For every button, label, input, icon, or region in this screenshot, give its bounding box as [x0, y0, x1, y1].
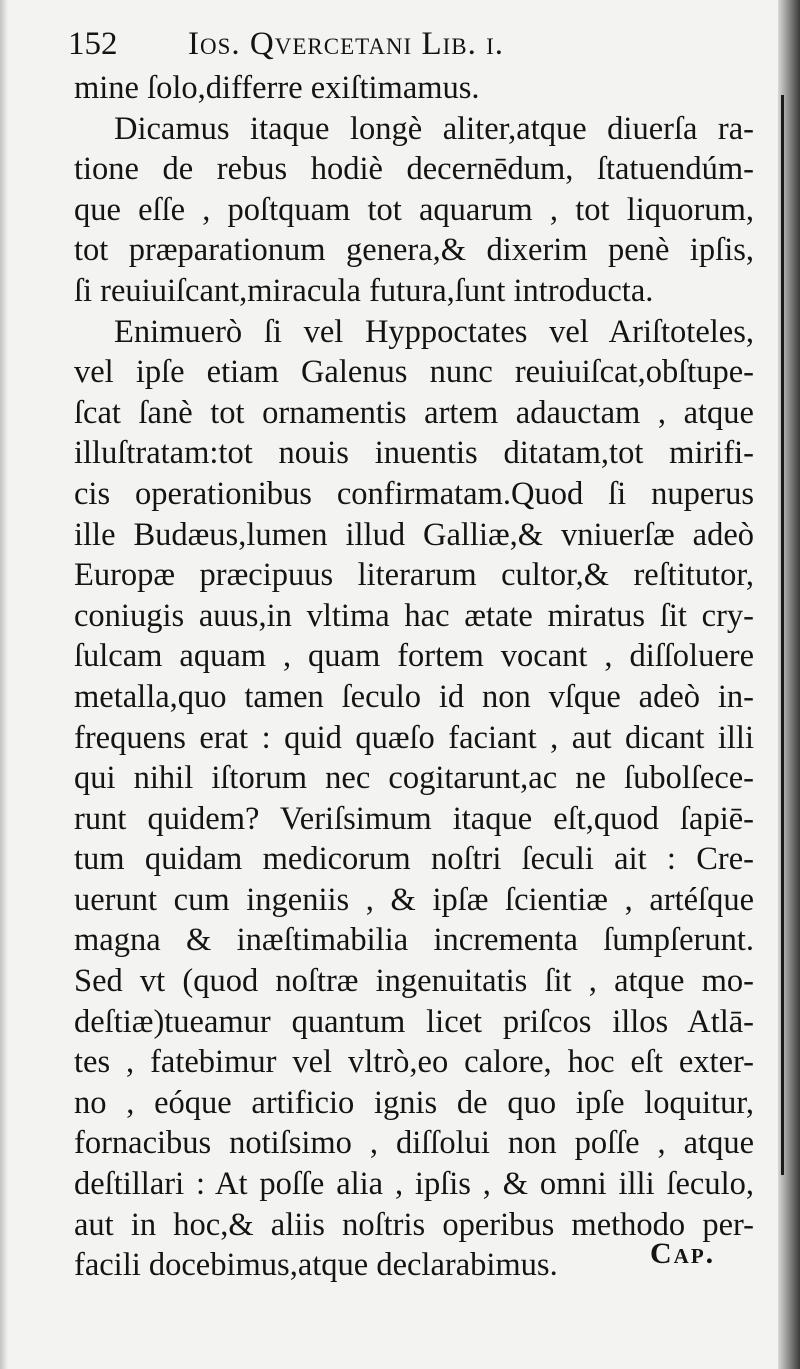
text-line: ille Budæus,lumen illud Galliæ,& vniuerſæ adeò	[74, 516, 754, 553]
text-line: vel ipſe etiam Galenus nunc reuiuiſcat,obſtupe-	[74, 354, 754, 391]
text-line: ſi reuiuiſcant,miracula futura,ſunt introducta.	[74, 272, 654, 309]
text-line: magna & inæſtimabilia incrementa ſumpſerunt.	[74, 922, 754, 959]
gutter-shadow-line	[781, 95, 784, 1175]
paragraph	[74, 68, 754, 109]
text-line: facili docebimus,atque declarabimus.	[74, 1247, 558, 1284]
text-line: deſtillari : At poſſe alia , ipſis , & omni illi ſeculo,	[74, 1166, 754, 1203]
text-line: tione de rebus hodiè decernēdum, ſtatuendúm-	[74, 151, 754, 188]
text-line: frequens erat : quid quæſo faciant , aut dicant illi	[74, 719, 754, 756]
page-number: 152	[68, 26, 118, 62]
text-line: tum quidam medicorum noſtri ſeculi ait : Cre-	[74, 841, 754, 878]
text-line: tes , fatebimur vel vltrò,eo calore, hoc eſt exter-	[74, 1044, 754, 1081]
text-line: deſtiæ)tueamur quantum licet priſcos illos Atlā-	[74, 1003, 754, 1040]
text-line: no , eóque artificio ignis de quo ipſe loquitur,	[74, 1084, 754, 1121]
text-line: ſulcam aquam , quam fortem vocant , diſſoluere	[74, 638, 754, 675]
text-line: Enimuerò ſi vel Hyppoctates vel Ariſtoteles,	[114, 313, 754, 350]
text-line: uerunt cum ingeniis , & ipſæ ſcientiæ , artéſque	[74, 881, 754, 918]
text-line: ſcat ſanè tot ornamentis artem adauctam , atque	[74, 394, 754, 431]
page-header	[60, 20, 760, 68]
text-line: qui nihil iſtorum nec cogitarunt,ac ne ſubolſece-	[74, 760, 754, 797]
paragraph	[74, 109, 754, 312]
running-head: Ios. Qvercetani Lib. i.	[188, 26, 505, 62]
paragraph	[74, 312, 754, 1286]
text-line: Europæ præcipuus literarum cultor,& reſtitutor,	[74, 557, 754, 594]
text-line: tot præparationum genera,& dixerim penè ipſis,	[74, 232, 754, 269]
text-line: mine ſolo,differre exiſtimamus.	[74, 70, 480, 106]
text-line: coniugis auus,in vltima hac ætate miratus ſit cry-	[74, 597, 754, 634]
page-left-edge	[0, 0, 8, 1369]
body-text	[74, 68, 754, 1286]
text-line: Dicamus itaque longè aliter,atque diuerſa ra-	[114, 110, 754, 147]
text-line: Sed vt (quod noſtræ ingenuitatis ſit , atque mo-	[74, 963, 754, 1000]
text-line: cis operationibus confirmatam.Quod ſi nuperus	[74, 475, 754, 512]
text-line: fornacibus notiſsimo , diſſolui non poſſe , atque	[74, 1125, 754, 1162]
text-line: metalla,quo tamen ſeculo id non vſque adeò in-	[74, 678, 754, 715]
text-line: illuſtratam:tot nouis inuentis ditatam,tot mirifi-	[74, 435, 754, 472]
text-line: aut in hoc,& aliis noſtris operibus methodo per-	[74, 1206, 754, 1243]
text-line: runt quidem? Veriſsimum itaque eſt,quod ſapiē-	[74, 800, 754, 837]
text-line: que eſſe , poſtquam tot aquarum , tot liquorum,	[74, 191, 754, 228]
catchword: Cap.	[650, 1237, 716, 1270]
